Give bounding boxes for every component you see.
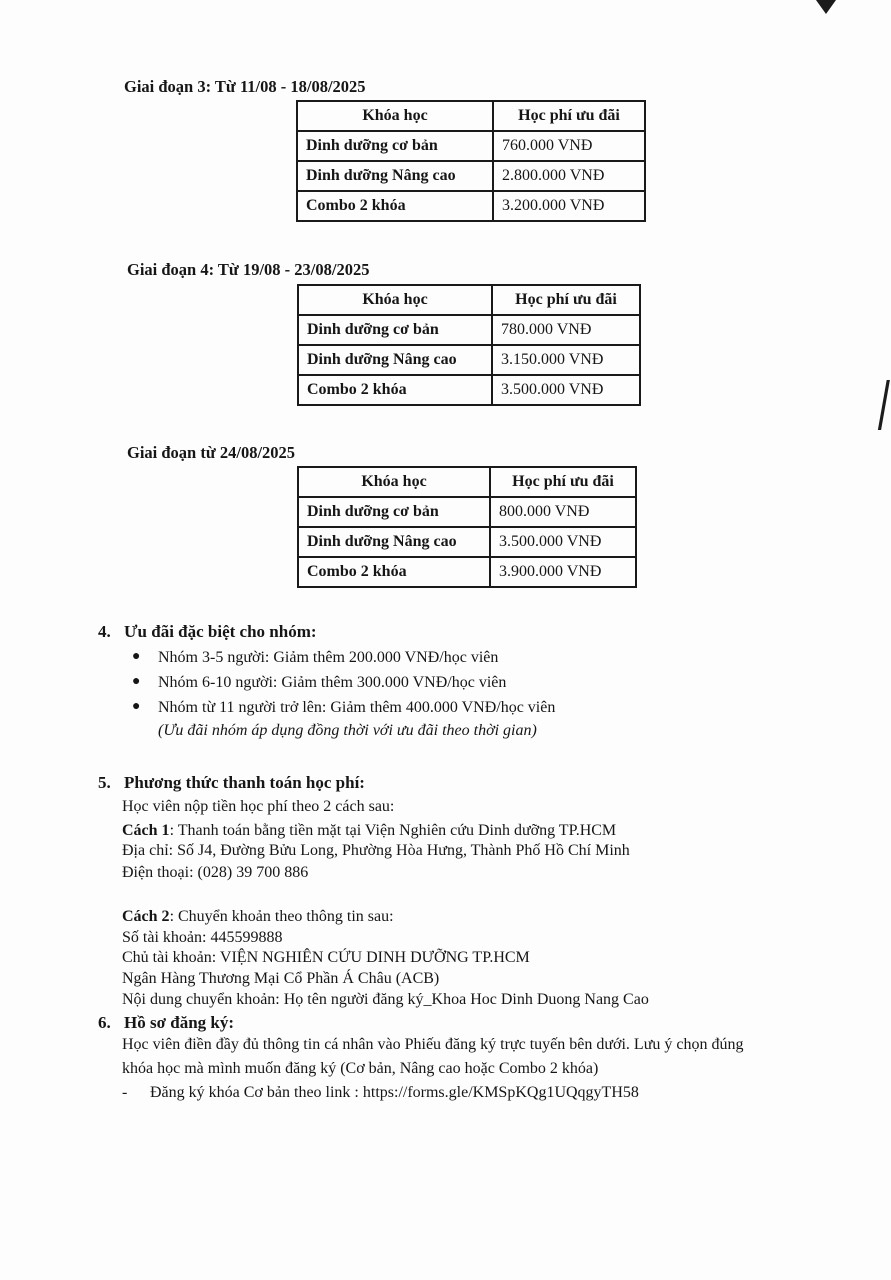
section-title: Phương thức thanh toán học phí: xyxy=(124,773,365,792)
phone-line: Điện thoại: (028) 39 700 886 xyxy=(122,864,309,881)
scan-corner-mark xyxy=(816,0,836,14)
section-6-heading xyxy=(98,1013,234,1033)
course-name: Combo 2 khóa xyxy=(297,191,493,221)
account-holder-line: Chủ tài khoản: VIỆN NGHIÊN CỨU DINH DƯỠNG TP.HCM xyxy=(122,949,530,966)
course-fee: 3.900.000 VNĐ xyxy=(490,557,636,587)
transfer-content-line: Nội dung chuyển khoản: Họ tên người đăng ký_Khoa Hoc Dinh Duong Nang Cao xyxy=(122,991,649,1008)
registration-text-line-1: Học viên điền đầy đủ thông tin cá nhân vào Phiếu đăng ký trực tuyến bên dưới. Lưu ý chọn đúng xyxy=(122,1036,744,1053)
bullet-text: Nhóm 6-10 người: Giảm thêm 300.000 VNĐ/học viên xyxy=(158,674,507,691)
table-row xyxy=(298,557,636,587)
bullet-text: Nhóm từ 11 người trở lên: Giảm thêm 400.000 VNĐ/học viên xyxy=(158,699,556,716)
header-fee: Học phí ưu đãi xyxy=(492,285,640,315)
registration-text-line-2: khóa học mà mình muốn đăng ký (Cơ bản, Nâng cao hoặc Combo 2 khóa) xyxy=(122,1060,599,1077)
method-text: : Chuyển khoản theo thông tin sau: xyxy=(169,908,394,925)
header-course: Khóa học xyxy=(298,285,492,315)
dash-marker: - xyxy=(122,1084,128,1101)
phase-5-fee-table xyxy=(297,466,637,588)
phase-3-title: Giai đoạn 3: Từ 11/08 - 18/08/2025 xyxy=(124,77,366,96)
method-text: : Thanh toán bằng tiền mặt tại Viện Nghiên cứu Dinh dưỡng TP.HCM xyxy=(169,822,617,839)
section-number: 4. xyxy=(98,622,111,641)
header-course: Khóa học xyxy=(297,101,493,131)
section-4-heading xyxy=(98,622,317,642)
table-row xyxy=(298,527,636,557)
course-fee: 3.200.000 VNĐ xyxy=(493,191,645,221)
course-fee: 760.000 VNĐ xyxy=(493,131,645,161)
bank-line: Ngân Hàng Thương Mại Cổ Phần Á Châu (ACB) xyxy=(122,970,440,987)
course-name: Combo 2 khóa xyxy=(298,375,492,405)
course-name: Dinh dưỡng cơ bản xyxy=(298,315,492,345)
course-name: Dinh dưỡng Nâng cao xyxy=(298,527,490,557)
course-name: Dinh dưỡng Nâng cao xyxy=(298,345,492,375)
registration-link[interactable]: Đăng ký khóa Cơ bản theo link : https://forms.gle/KMSpKQg1UQqgyTH58 xyxy=(150,1084,639,1101)
group-discount-note: (Ưu đãi nhóm áp dụng đồng thời với ưu đãi theo thời gian) xyxy=(158,722,537,739)
list-item xyxy=(132,649,499,667)
course-fee: 800.000 VNĐ xyxy=(490,497,636,527)
list-item xyxy=(132,674,507,692)
header-course: Khóa học xyxy=(298,467,490,497)
table-row xyxy=(298,375,640,405)
phase-5-title: Giai đoạn từ 24/08/2025 xyxy=(127,443,296,462)
account-number-line: Số tài khoản: 445599888 xyxy=(122,929,283,946)
table-row xyxy=(297,191,645,221)
section-5-heading xyxy=(98,773,365,793)
section-title: Ưu đãi đặc biệt cho nhóm: xyxy=(124,622,317,641)
table-header-row xyxy=(298,285,640,315)
course-fee: 3.500.000 VNĐ xyxy=(492,375,640,405)
course-name: Dinh dưỡng Nâng cao xyxy=(297,161,493,191)
course-name: Dinh dưỡng cơ bản xyxy=(298,497,490,527)
payment-method-2 xyxy=(122,908,394,926)
payment-method-1 xyxy=(122,822,616,840)
method-label: Cách 1 xyxy=(122,822,170,839)
payment-intro: Học viên nộp tiền học phí theo 2 cách sau: xyxy=(122,798,395,815)
header-fee: Học phí ưu đãi xyxy=(493,101,645,131)
method-label: Cách 2 xyxy=(122,908,170,925)
bullet-text: Nhóm 3-5 người: Giảm thêm 200.000 VNĐ/học viên xyxy=(158,649,499,666)
course-fee: 780.000 VNĐ xyxy=(492,315,640,345)
address-line: Địa chỉ: Số J4, Đường Bửu Long, Phường Hòa Hưng, Thành Phố Hồ Chí Minh xyxy=(122,842,630,859)
scan-edge-mark xyxy=(873,380,891,430)
course-fee: 3.500.000 VNĐ xyxy=(490,527,636,557)
table-header-row xyxy=(297,101,645,131)
table-row xyxy=(297,131,645,161)
section-number: 6. xyxy=(98,1013,111,1032)
table-row xyxy=(298,497,636,527)
course-fee: 2.800.000 VNĐ xyxy=(493,161,645,191)
phase-4-title: Giai đoạn 4: Từ 19/08 - 23/08/2025 xyxy=(127,260,370,279)
table-row xyxy=(298,345,640,375)
phase-3-fee-table xyxy=(296,100,646,222)
phase-4-fee-table xyxy=(297,284,641,406)
table-row xyxy=(298,315,640,345)
bullet-icon: ● xyxy=(132,674,141,689)
section-title: Hồ sơ đăng ký: xyxy=(124,1013,235,1032)
bullet-icon: ● xyxy=(132,699,141,714)
header-fee: Học phí ưu đãi xyxy=(490,467,636,497)
course-fee: 3.150.000 VNĐ xyxy=(492,345,640,375)
table-header-row xyxy=(298,467,636,497)
course-name: Dinh dưỡng cơ bản xyxy=(297,131,493,161)
section-number: 5. xyxy=(98,773,111,792)
course-name: Combo 2 khóa xyxy=(298,557,490,587)
table-row xyxy=(297,161,645,191)
registration-link-item xyxy=(122,1084,639,1102)
bullet-icon: ● xyxy=(132,649,141,664)
list-item xyxy=(132,699,556,717)
